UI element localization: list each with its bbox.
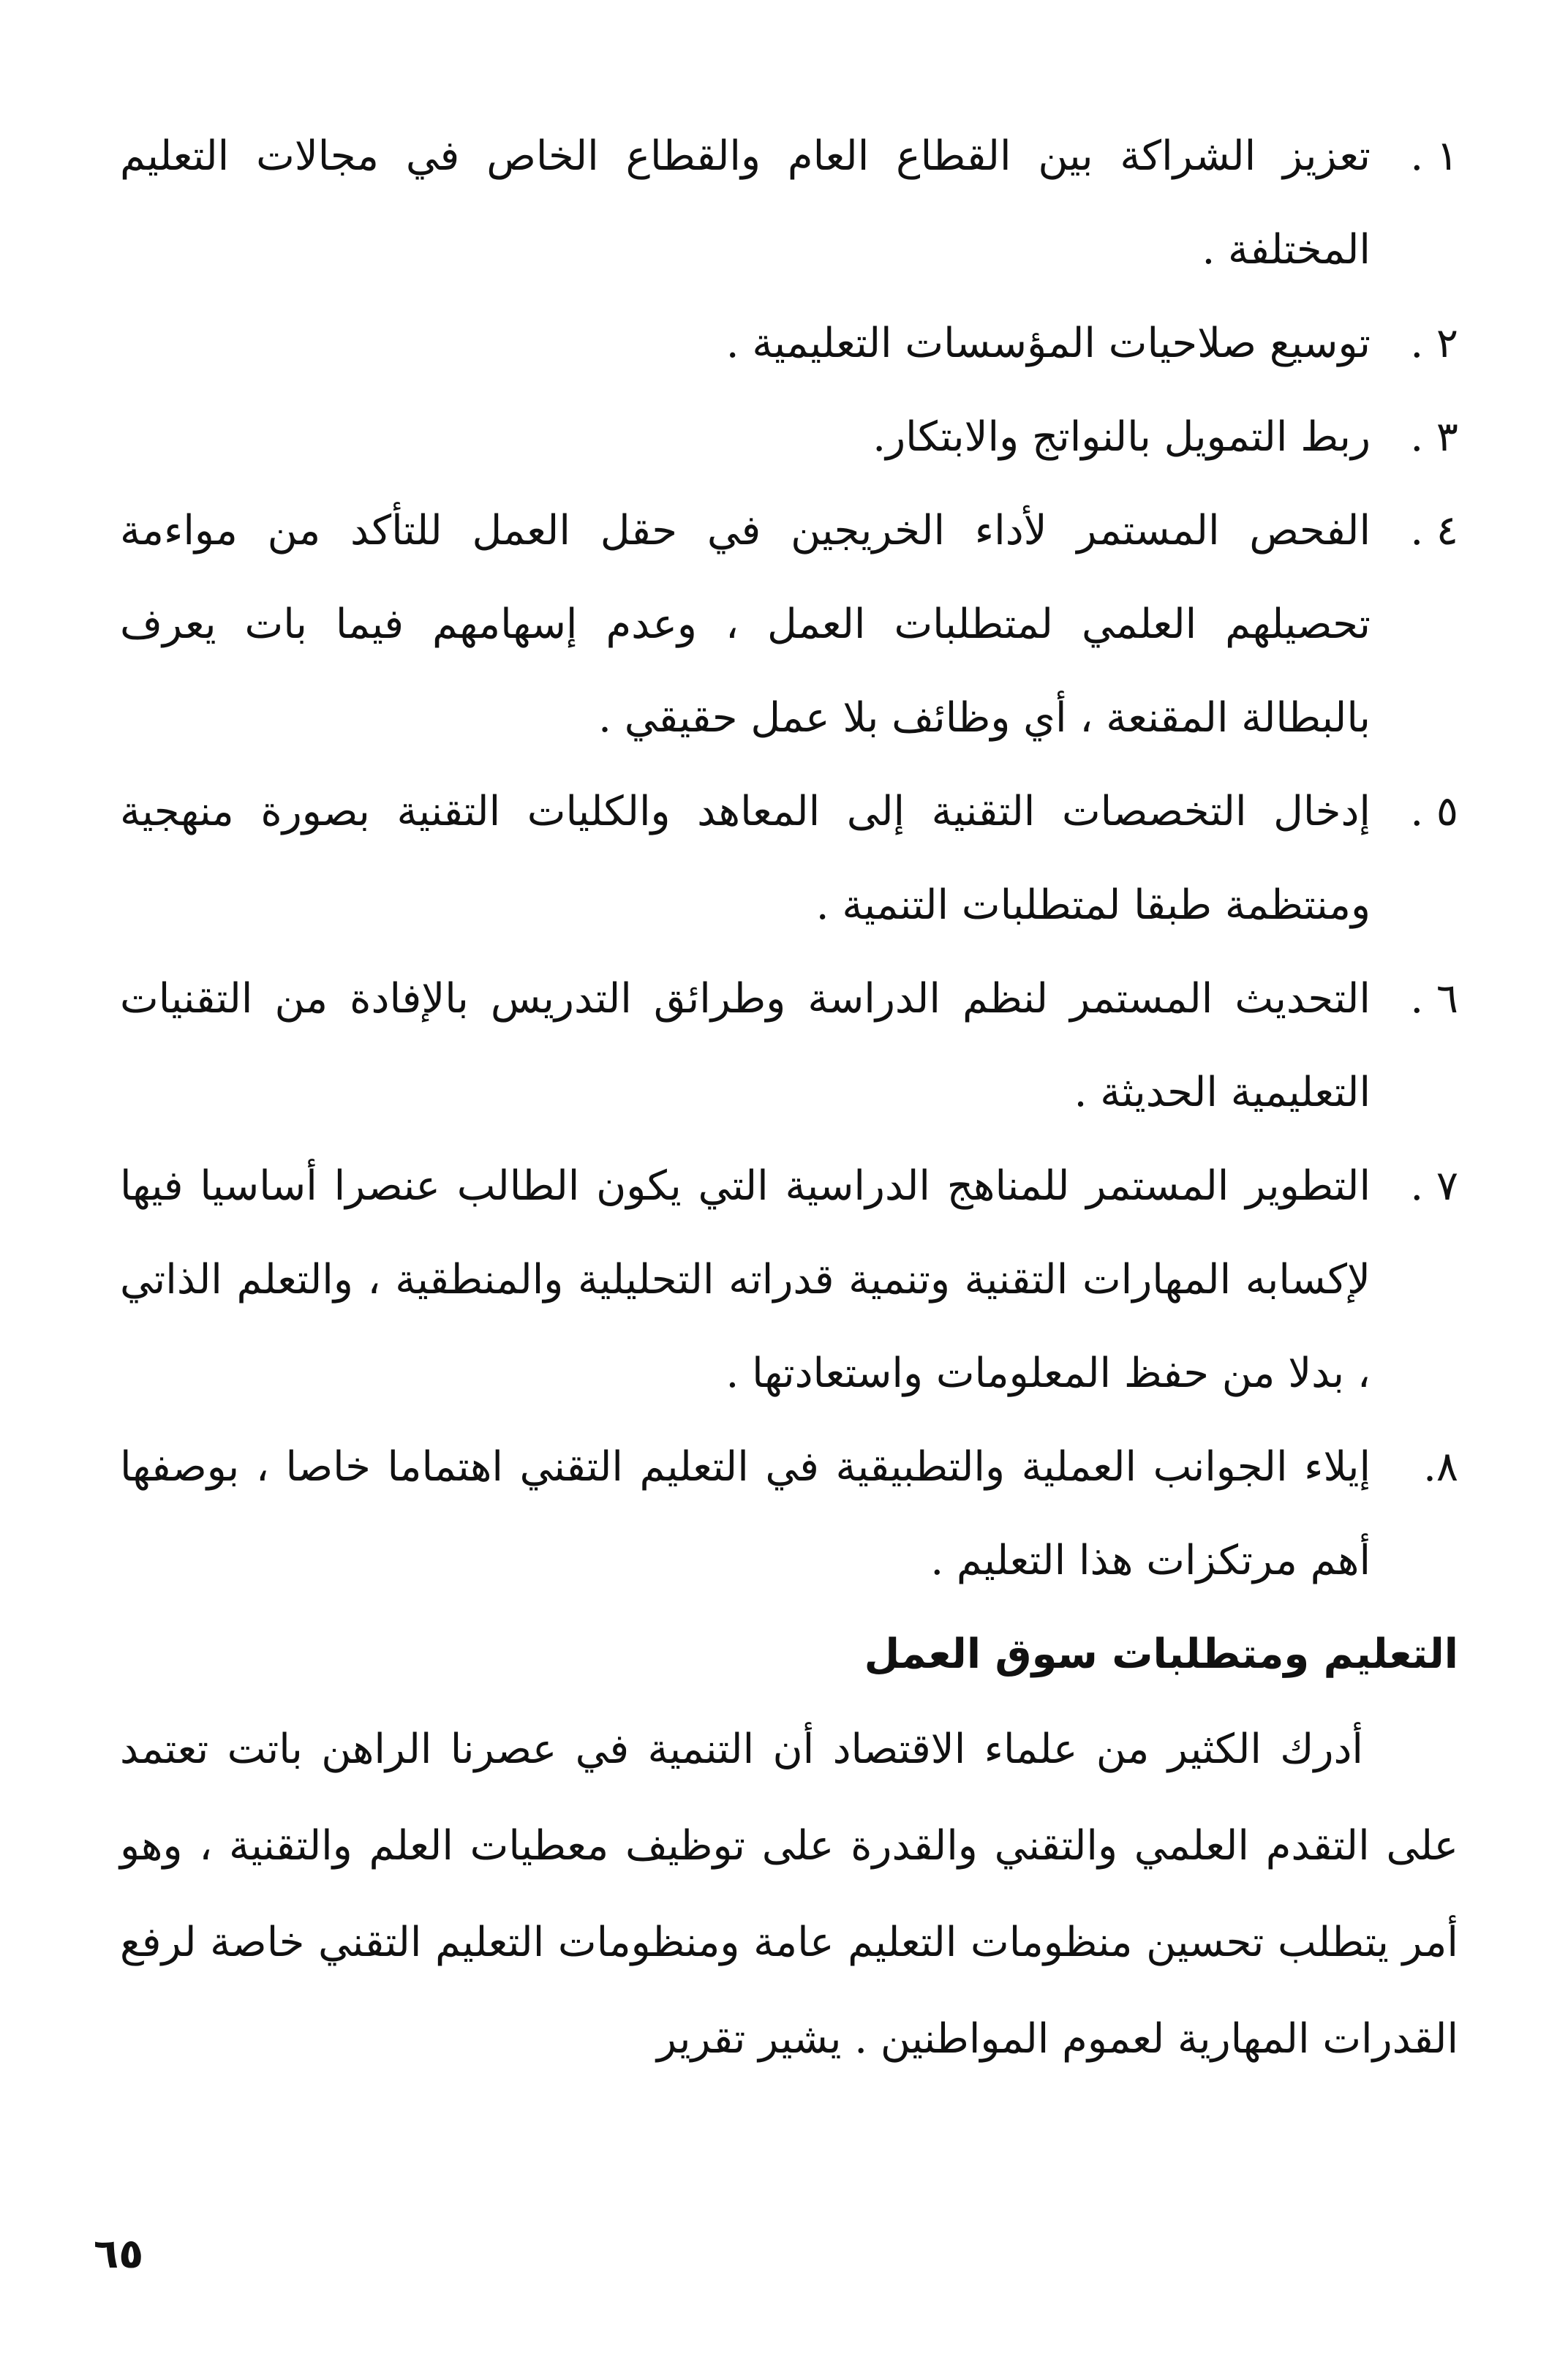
list-item-text: ربط التمويل بالنواتج والابتكار.: [872, 413, 1371, 461]
recommendations-list: [120, 110, 1458, 1608]
list-item-number: ٢ .: [1410, 320, 1458, 367]
body-paragraph: أدرك الكثير من علماء الاقتصاد أن التنمية في عصرنا الراهن باتت تعتمد على التقدم العلمي والتقني والقدرة على توظيف معطيات العلم والتقنية ، وهو أمر يتطلب تحسين منظومات التعليم عامة ومنظومات التعليم التقني خاصة لرفع القدرات المهارية لعموم المواطنين . يشير تقرير: [120, 1726, 1458, 2063]
list-item: [120, 952, 1458, 1140]
list-item-text: تعزيز الشراكة بين القطاع العام والقطاع الخاص في مجالات التعليم المختلفة .: [120, 132, 1371, 274]
list-item-number: ١ .: [1410, 132, 1458, 180]
document-page: [120, 110, 1458, 2202]
list-item: [120, 391, 1458, 484]
list-item-text: إيلاء الجوانب العملية والتطبيقية في التعليم التقني اهتماما خاصا ، بوصفها أهم مرتكزات هذا التعليم .: [120, 1443, 1371, 1584]
list-item-number: ٧ .: [1410, 1162, 1458, 1210]
page-number: ٦٥: [94, 2230, 144, 2278]
list-item-number: ٤ .: [1410, 507, 1458, 554]
list-item-text: التحديث المستمر لنظم الدراسة وطرائق التدريس بالإفادة من التقنيات التعليمية الحديثة .: [120, 975, 1371, 1116]
list-item-text: إدخال التخصصات التقنية إلى المعاهد والكليات التقنية بصورة منهجية ومنتظمة طبقا لمتطلبات التنمية .: [120, 788, 1371, 929]
list-item-text: التطوير المستمر للمناهج الدراسية التي يكون الطالب عنصرا أساسيا فيها لإكسابه المهارات التقنية وتنمية قدراته التحليلية والمنطقية ، والتعلم الذاتي ، بدلا من حفظ المعلومات واستعادتها .: [120, 1162, 1371, 1397]
list-item: [120, 765, 1458, 952]
list-item: [120, 1140, 1458, 1421]
list-item-number: ٦ .: [1410, 975, 1458, 1023]
list-item: [120, 484, 1458, 765]
list-item-text: توسيع صلاحيات المؤسسات التعليمية .: [725, 320, 1371, 367]
list-item: [120, 110, 1458, 297]
list-item: [120, 1421, 1458, 1608]
list-item-text: الفحص المستمر لأداء الخريجين في حقل العمل للتأكد من مواءمة تحصيلهم العلمي لمتطلبات العمل ، وعدم إسهامهم فيما بات يعرف بالبطالة المقنعة ، أي وظائف بلا عمل حقيقي .: [120, 507, 1371, 742]
list-item: [120, 297, 1458, 391]
list-item-number: ٣ .: [1410, 413, 1458, 461]
list-item-number: ٨.: [1423, 1443, 1458, 1491]
section-heading: التعليم ومتطلبات سوق العمل: [864, 1630, 1458, 1678]
list-item-number: ٥ .: [1410, 788, 1458, 835]
